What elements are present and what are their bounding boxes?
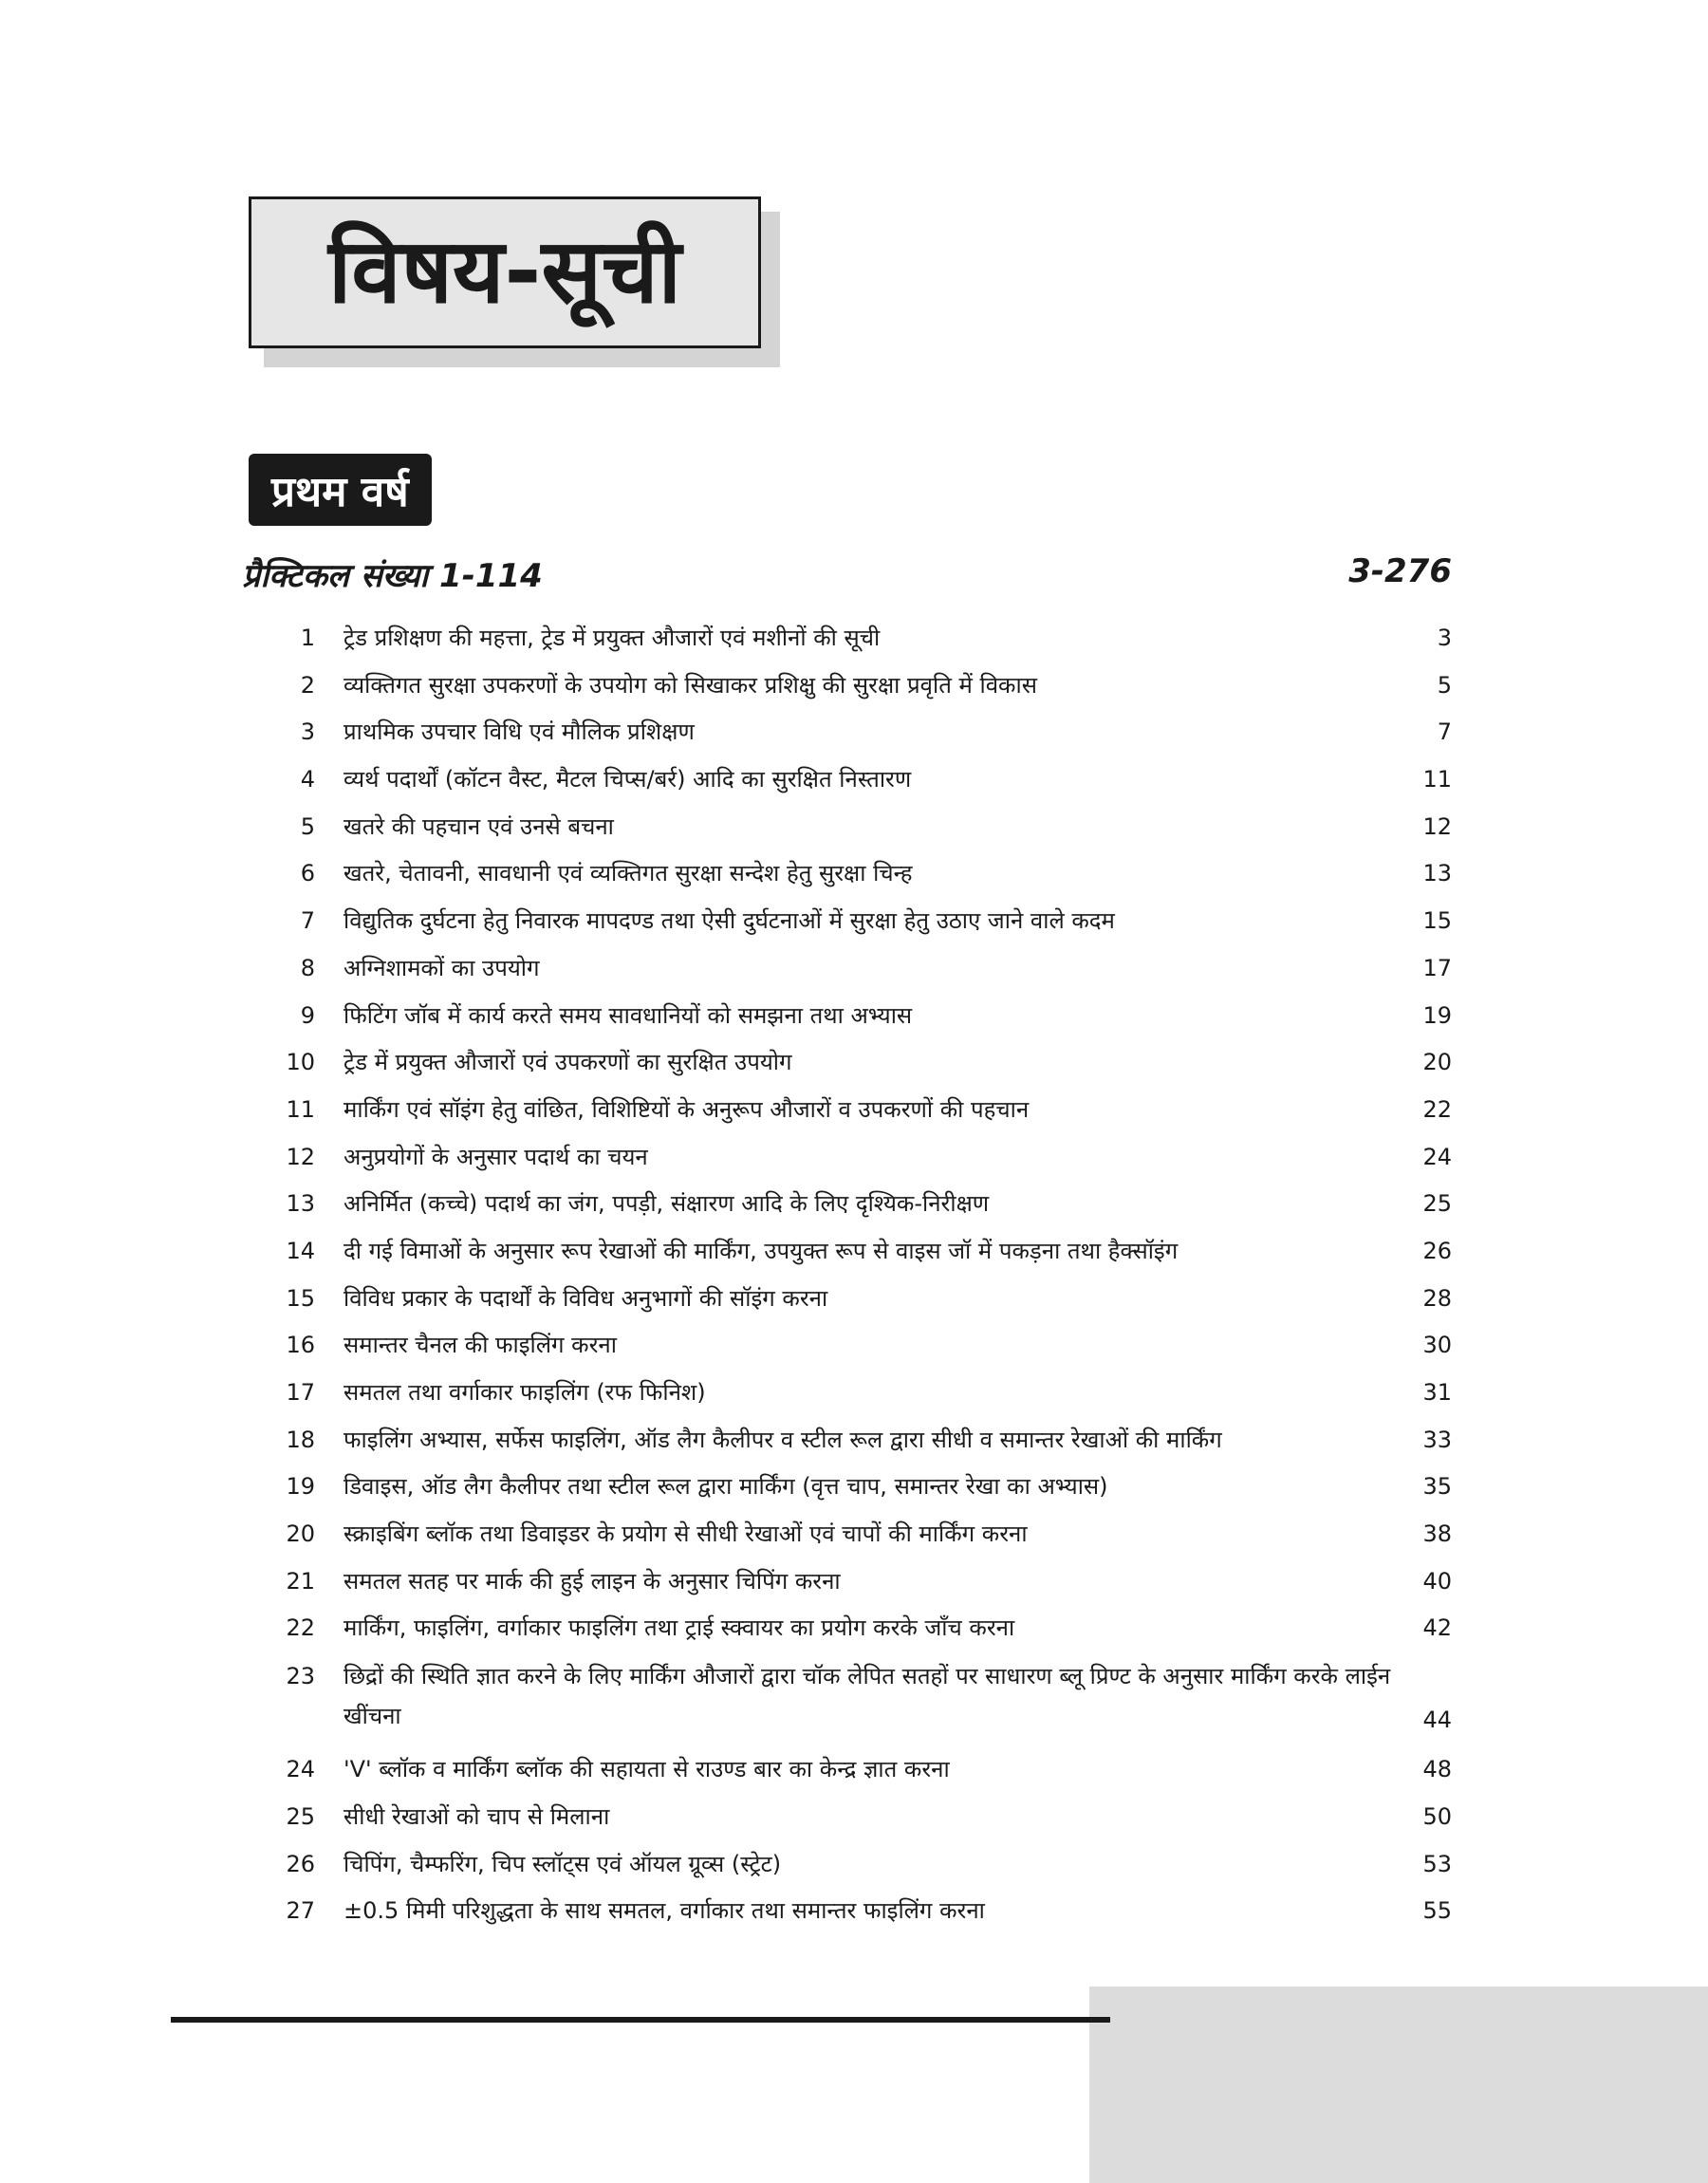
toc-entry (275, 1276, 1452, 1323)
toc-entry-title: ट्रेड प्रशिक्षण की महत्ता, ट्रेड में प्रयुक्त औजारों एवं मशीनों की सूची (343, 625, 881, 651)
toc-entry (275, 1181, 1452, 1228)
toc-entry-page: 55 (1422, 1897, 1452, 1925)
toc-entry-title: अनिर्मित (कच्चे) पदार्थ का जंग, पपड़ी, संक्षारण आदि के लिए दृश्यिक-निरीक्षण (343, 1190, 990, 1218)
toc-entry-page: 12 (1422, 812, 1452, 840)
toc-entry (275, 1558, 1452, 1606)
toc-entry (275, 1134, 1452, 1182)
toc-entry-title: दी गई विमाओं के अनुसार रूप रेखाओं की मार्किंग, उपयुक्त रूप से वाइस जॉ में पकड़ना तथा हैक्सॉइंग (343, 1237, 1179, 1264)
toc-entry-number: 2 (300, 671, 315, 699)
toc-list (275, 615, 1452, 1935)
toc-entry (275, 1605, 1452, 1652)
toc-entry (275, 1039, 1452, 1087)
toc-entry-number: 17 (286, 1379, 315, 1406)
toc-entry (275, 804, 1452, 851)
toc-entry (275, 1511, 1452, 1558)
toc-entry-title: ट्रेड में प्रयुक्त औजारों एवं उपकरणों का सुरक्षित उपयोग (343, 1049, 792, 1076)
toc-entry (275, 709, 1452, 756)
footer-gray-block (1089, 1987, 1708, 2183)
toc-entry-page: 30 (1422, 1332, 1452, 1359)
toc-entry-number: 6 (300, 860, 315, 887)
toc-entry-page: 26 (1422, 1237, 1452, 1264)
toc-entry (275, 1746, 1452, 1794)
toc-entry-number: 23 (286, 1663, 315, 1690)
toc-entry-page: 11 (1422, 766, 1452, 793)
toc-entry (275, 1087, 1452, 1134)
practical-range-pages: 3-276 (1348, 552, 1452, 590)
toc-entry-number: 14 (286, 1237, 315, 1264)
toc-entry-page: 42 (1422, 1614, 1452, 1642)
toc-entry (275, 615, 1452, 662)
toc-entry-title: मार्किंग, फाइलिंग, वर्गाकार फाइलिंग तथा ट्राई स्क्वायर का प्रयोग करके जाँच करना (343, 1614, 1015, 1642)
toc-entry-page: 33 (1422, 1426, 1452, 1453)
toc-entry (275, 1322, 1452, 1370)
toc-entry-number: 18 (286, 1426, 315, 1453)
toc-entry-number: 8 (300, 954, 315, 981)
toc-entry-title: खतरे की पहचान एवं उनसे बचना (343, 812, 614, 840)
toc-entry-page: 22 (1422, 1095, 1452, 1123)
toc-entry-number: 9 (300, 1001, 315, 1029)
toc-entry-page: 25 (1422, 1190, 1452, 1218)
toc-entry-title: व्यक्तिगत सुरक्षा उपकरणों के उपयोग को सिखाकर प्रशिक्षु की सुरक्षा प्रवृति में विकास (343, 671, 1037, 699)
toc-entry-title: डिवाइस, ऑड लैग कैलीपर तथा स्टील रूल द्वारा मार्किंग (वृत्त चाप, समान्तर रेखा का अभ्यास) (343, 1473, 1108, 1501)
toc-entry-number: 15 (286, 1284, 315, 1312)
toc-entry-title: समान्तर चैनल की फाइलिंग करना (343, 1332, 617, 1359)
toc-entry-title: फाइलिंग अभ्यास, सर्फेस फाइलिंग, ऑड लैग कैलीपर व स्टील रूल द्वारा सीधी व समान्तर रेखाओं की मार्किंग (343, 1426, 1222, 1453)
toc-entry-title: विविध प्रकार के पदार्थों के विविध अनुभागों की सॉइंग करना (343, 1284, 828, 1312)
toc-entry-page: 38 (1422, 1521, 1452, 1548)
toc-entry-page: 17 (1422, 954, 1452, 981)
toc-entry-number: 4 (300, 766, 315, 793)
toc-entry-page: 53 (1422, 1850, 1452, 1877)
toc-entry-number: 10 (286, 1049, 315, 1076)
toc-entry-number: 27 (286, 1897, 315, 1925)
toc-entry-title: चिपिंग, चैम्फरिंग, चिप स्लॉट्स एवं ऑयल ग्रूव्स (स्ट्रेट) (343, 1850, 782, 1877)
toc-entry-number: 11 (286, 1095, 315, 1123)
toc-entry-page: 20 (1422, 1049, 1452, 1076)
toc-entry-page: 24 (1422, 1143, 1452, 1170)
page-title-block (249, 196, 780, 367)
toc-entry-title: ±0.5 मिमी परिशुद्धता के साथ समतल, वर्गाकार तथा समान्तर फाइलिंग करना (343, 1897, 985, 1925)
practical-range-row (242, 552, 1452, 609)
section-label: प्रथम वर्ष (249, 454, 432, 526)
toc-entry-title: स्क्राइबिंग ब्लॉक तथा डिवाइडर के प्रयोग से सीधी रेखाओं एवं चापों की मार्किंग करना (343, 1521, 1028, 1548)
toc-entry-number: 16 (286, 1332, 315, 1359)
toc-entry-title: समतल सतह पर मार्क की हुई लाइन के अनुसार चिपिंग करना (343, 1567, 841, 1595)
toc-entry (275, 1464, 1452, 1511)
toc-entry-title: व्यर्थ पदार्थों (कॉटन वैस्ट, मैटल चिप्स/बर्र) आदि का सुरक्षित निस्तारण (343, 766, 912, 793)
toc-entry-number: 5 (300, 812, 315, 840)
toc-entry-number: 13 (286, 1190, 315, 1218)
toc-entry-number: 1 (300, 625, 315, 651)
toc-entry (275, 1841, 1452, 1889)
toc-entry-page: 15 (1422, 907, 1452, 935)
toc-entry-page: 3 (1437, 625, 1452, 651)
toc-entry (275, 1652, 1452, 1746)
practical-range-title: प्रैक्टिकल संख्या 1-114 (242, 557, 543, 595)
toc-entry-page: 28 (1422, 1284, 1452, 1312)
toc-entry (275, 850, 1452, 898)
toc-entry-number: 21 (286, 1567, 315, 1595)
toc-entry-page: 5 (1437, 671, 1452, 699)
toc-entry-number: 7 (300, 907, 315, 935)
toc-entry-number: 12 (286, 1143, 315, 1170)
toc-entry-page: 31 (1422, 1379, 1452, 1406)
toc-entry-title: अग्निशामकों का उपयोग (343, 954, 540, 981)
toc-entry-title: फिटिंग जॉब में कार्य करते समय सावधानियों को समझना तथा अभ्यास (343, 1001, 913, 1029)
toc-entry-number: 3 (300, 718, 315, 746)
toc-entry (275, 756, 1452, 804)
toc-entry-page: 44 (1422, 1707, 1452, 1734)
toc-entry (275, 898, 1452, 945)
toc-entry-title: अनुप्रयोगों के अनुसार पदार्थ का चयन (343, 1143, 648, 1170)
toc-entry-number: 24 (286, 1756, 315, 1783)
toc-entry-page: 7 (1437, 718, 1452, 746)
toc-entry-number: 19 (286, 1473, 315, 1501)
toc-entry (275, 945, 1452, 993)
toc-entry-title: छिद्रों की स्थिति ज्ञात करने के लिए मार्किंग औजारों द्वारा चॉक लेपित सतहों पर साधारण ब्लू प्रिण्ट के अनुसार मार्किंग करके लाईन खींचना (343, 1663, 1391, 1730)
toc-entry (275, 993, 1452, 1040)
toc-entry (275, 1794, 1452, 1841)
toc-entry-number: 22 (286, 1614, 315, 1642)
toc-entry-title: मार्किंग एवं सॉइंग हेतु वांछित, विशिष्टियों के अनुरूप औजारों व उपकरणों की पहचान (343, 1095, 1030, 1123)
toc-entry-page: 40 (1422, 1567, 1452, 1595)
toc-entry (275, 662, 1452, 710)
toc-entry-page: 48 (1422, 1756, 1452, 1783)
toc-entry-title: 'V' ब्लॉक व मार्किंग ब्लॉक की सहायता से राउण्ड बार का केन्द्र ज्ञात करना (343, 1756, 950, 1783)
toc-entry-number: 20 (286, 1521, 315, 1548)
toc-entry-title: प्राथमिक उपचार विधि एवं मौलिक प्रशिक्षण (343, 718, 695, 746)
toc-entry-page: 50 (1422, 1802, 1452, 1830)
toc-entry-title: समतल तथा वर्गाकार फाइलिंग (रफ फिनिश) (343, 1379, 706, 1406)
footer-rule (171, 2017, 1110, 2023)
toc-entry (275, 1417, 1452, 1465)
toc-entry-page: 35 (1422, 1473, 1452, 1501)
toc-entry-title: खतरे, चेतावनी, सावधानी एवं व्यक्तिगत सुरक्षा सन्देश हेतु सुरक्षा चिन्ह (343, 860, 913, 887)
toc-entry (275, 1370, 1452, 1417)
toc-entry-number: 26 (286, 1850, 315, 1877)
toc-entry-title: विद्युतिक दुर्घटना हेतु निवारक मापदण्ड तथा ऐसी दुर्घटनाओं में सुरक्षा हेतु उठाए जाने वाले कदम (343, 907, 1115, 935)
title-box (249, 196, 761, 348)
toc-entry-number: 25 (286, 1802, 315, 1830)
toc-entry-page: 13 (1422, 860, 1452, 887)
page-title: विषय-सूची (327, 220, 682, 324)
toc-entry (275, 1228, 1452, 1276)
toc-entry (275, 1888, 1452, 1935)
toc-entry-page: 19 (1422, 1001, 1452, 1029)
toc-entry-title: सीधी रेखाओं को चाप से मिलाना (343, 1802, 610, 1830)
